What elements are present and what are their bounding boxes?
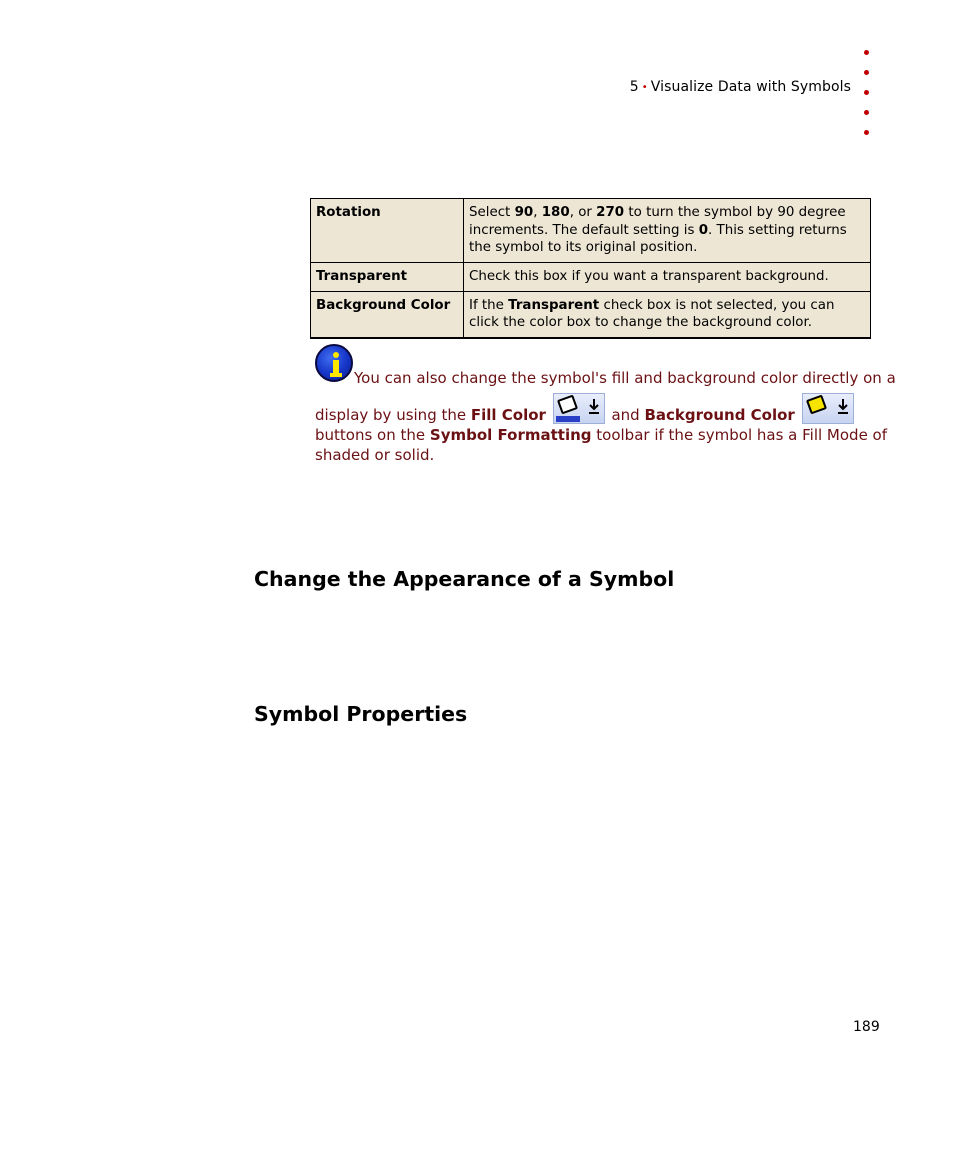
dot xyxy=(864,130,869,135)
property-description xyxy=(464,291,871,338)
description-text: Select xyxy=(469,205,515,220)
description-text: to turn the symbol by 90 degree increments. The default setting is xyxy=(469,205,846,238)
note-line-1: You can also change the symbol's fill and background color directly on a xyxy=(354,369,896,387)
section-heading-change-appearance: Change the Appearance of a Symbol xyxy=(254,567,675,591)
description-text: , xyxy=(533,205,542,220)
property-description xyxy=(464,262,871,291)
description-text: Check this box if you want a transparent background. xyxy=(469,268,829,284)
emphasized-text: Transparent xyxy=(508,297,600,313)
fill-color-label: Fill Color xyxy=(470,406,546,424)
table-row xyxy=(311,199,871,263)
note-text: display by using the xyxy=(315,406,471,424)
note-text: shaded or solid. xyxy=(315,446,435,464)
properties-table xyxy=(310,198,871,339)
dot xyxy=(864,110,869,115)
fill-color-button-icon xyxy=(553,393,605,424)
header-separator: • xyxy=(641,82,648,93)
table-row xyxy=(311,262,871,291)
running-header xyxy=(630,79,851,95)
symbol-formatting-label: Symbol Formatting xyxy=(429,426,592,444)
chapter-title: Visualize Data with Symbols xyxy=(650,79,851,95)
section-heading-symbol-properties: Symbol Properties xyxy=(254,702,468,726)
dot xyxy=(864,50,869,55)
background-color-label: Background Color xyxy=(644,406,795,424)
description-text: . This setting returns the symbol to its original position. xyxy=(469,222,847,255)
note-text: and xyxy=(606,406,645,424)
note-text: toolbar if the symbol has a Fill Mode of xyxy=(591,426,888,444)
emphasized-text: 180 xyxy=(541,205,570,220)
property-name: Transparent xyxy=(311,262,464,291)
dot xyxy=(864,90,869,95)
emphasized-text: 270 xyxy=(596,205,625,220)
description-text: check box is not selected, you can click the color box to change the background color. xyxy=(469,297,835,330)
emphasized-text: 0 xyxy=(698,222,709,238)
description-text: If the xyxy=(469,297,509,313)
decorative-dots xyxy=(864,50,874,150)
property-name: Rotation xyxy=(311,199,464,263)
property-description xyxy=(464,199,871,263)
background-color-button-icon xyxy=(802,393,854,424)
note-text: buttons on the xyxy=(315,426,430,444)
info-icon xyxy=(315,344,353,382)
info-note xyxy=(315,344,896,465)
page-number: 189 xyxy=(853,1019,880,1035)
chapter-number: 5 xyxy=(629,79,639,95)
emphasized-text: 90 xyxy=(514,205,534,220)
table-row xyxy=(311,291,871,338)
property-name: Background Color xyxy=(311,291,464,338)
dot xyxy=(864,70,869,75)
description-text: , or xyxy=(569,205,597,220)
